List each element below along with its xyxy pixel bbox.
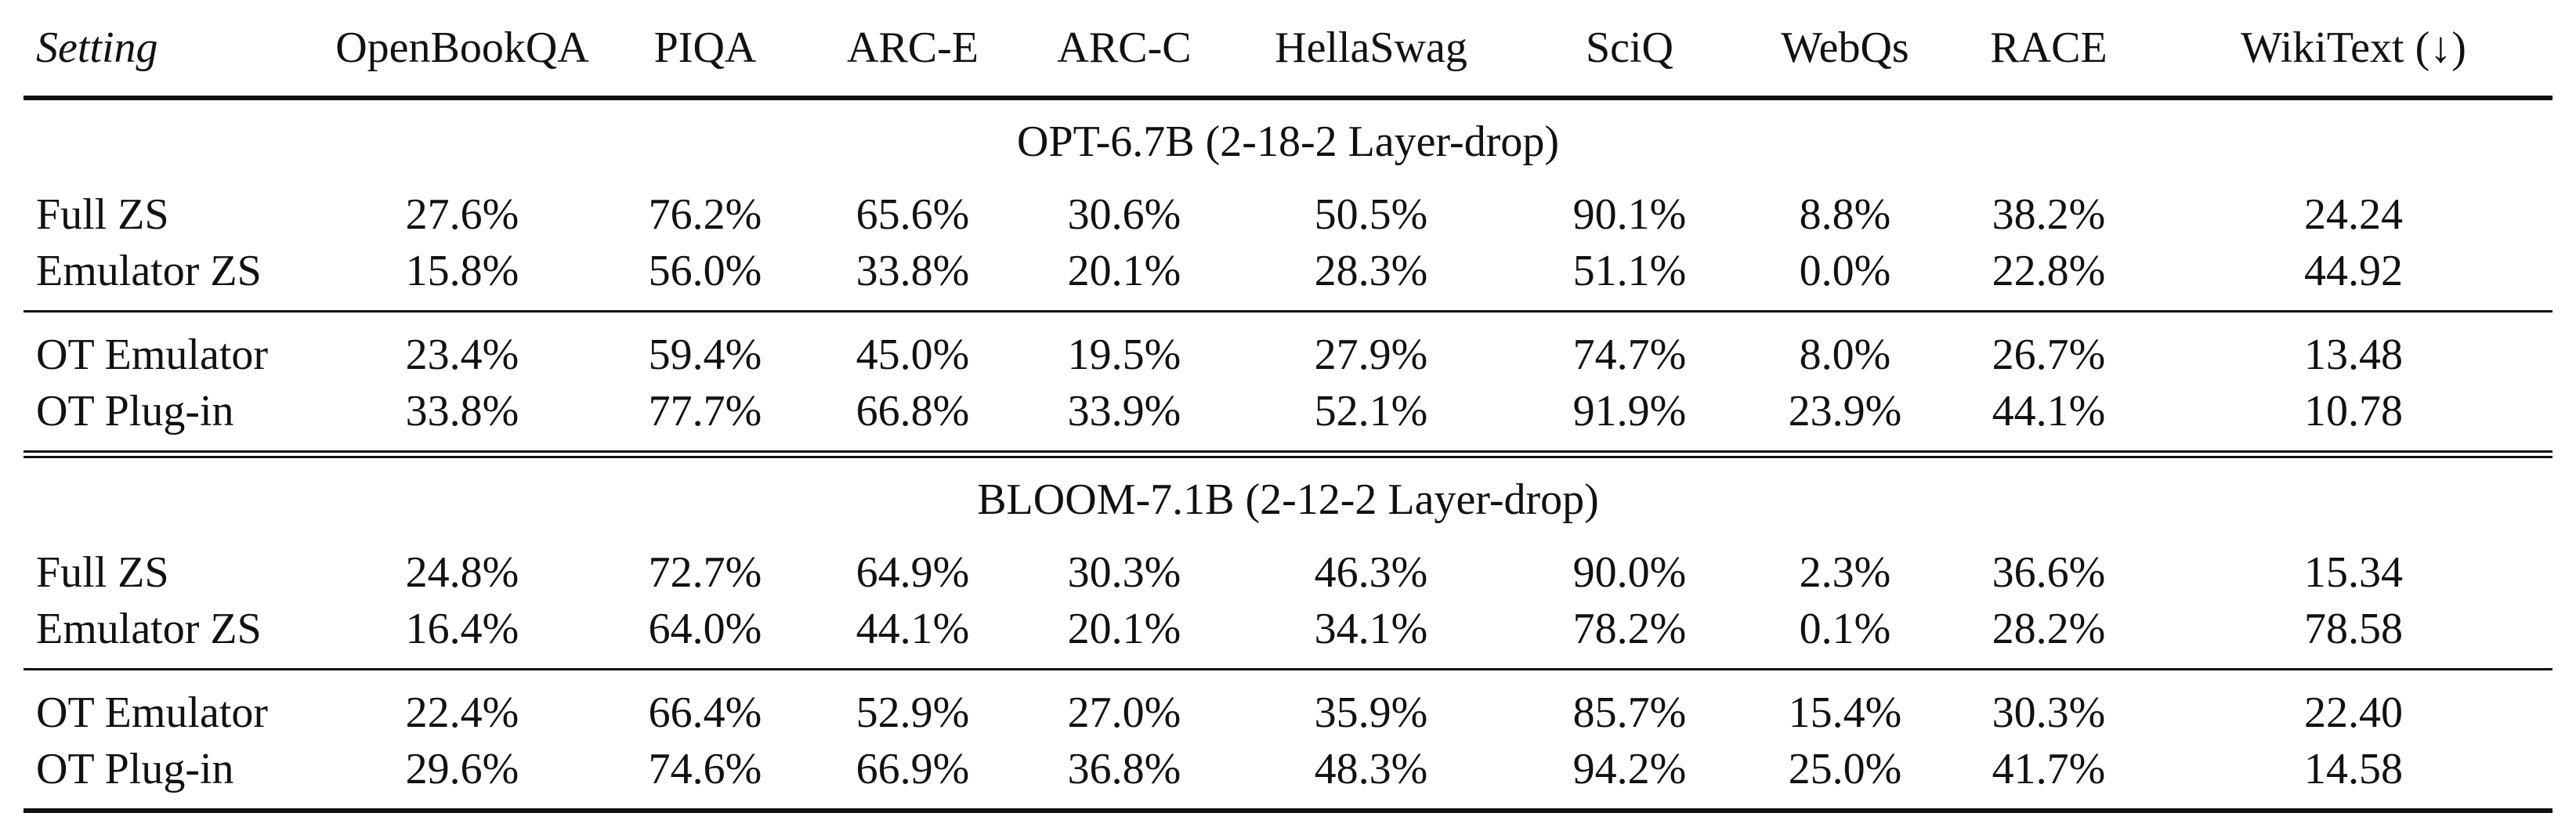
cell-piqa: 76.2% bbox=[648, 190, 762, 239]
cell-hellaswag: 46.3% bbox=[1314, 548, 1428, 597]
cell-hellaswag: 27.9% bbox=[1230, 312, 1512, 384]
row-label: Emulator ZS bbox=[36, 247, 262, 295]
cell-webqs: 0.0% bbox=[1799, 247, 1891, 295]
cell-arc-c: 30.6% bbox=[1067, 190, 1181, 239]
cell-webqs: 15.4% bbox=[1747, 670, 1943, 742]
cell-arc-c: 19.5% bbox=[1018, 312, 1230, 384]
cell-openbookqa: 24.8% bbox=[405, 548, 519, 597]
table-row bbox=[24, 383, 2552, 454]
cell-hellaswag: 52.1% bbox=[1314, 387, 1428, 435]
section-title: BLOOM-7.1B (2-12-2 Layer-drop) bbox=[24, 454, 2552, 530]
header-col-piqa: PIQA bbox=[653, 23, 757, 72]
cell-sciq: 51.1% bbox=[1572, 247, 1687, 295]
header-col-arc-e: ARC-E bbox=[847, 23, 979, 72]
cell-arc-e: 65.6% bbox=[856, 190, 970, 239]
results-table bbox=[24, 0, 2552, 813]
cell-piqa: 56.0% bbox=[648, 247, 762, 295]
table-row bbox=[24, 530, 2552, 601]
cell-piqa: 72.7% bbox=[648, 548, 762, 597]
row-label: OT Plug-in bbox=[24, 741, 321, 811]
cell-openbookqa: 23.4% bbox=[321, 312, 603, 384]
cell-wikitext: 15.34 bbox=[2304, 548, 2403, 597]
header-col-hellaswag: HellaSwag bbox=[1275, 23, 1467, 72]
header-col-race: RACE bbox=[1990, 23, 2107, 72]
header-col-openbookqa: OpenBookQA bbox=[335, 23, 589, 72]
cell-sciq: 74.7% bbox=[1512, 312, 1747, 384]
row-label: OT Emulator bbox=[24, 312, 321, 384]
section-title-row bbox=[24, 98, 2552, 172]
header-setting: Setting bbox=[36, 23, 158, 72]
cell-openbookqa: 27.6% bbox=[405, 190, 519, 239]
cell-wikitext: 44.92 bbox=[2304, 247, 2403, 295]
cell-arc-e: 66.9% bbox=[807, 741, 1018, 811]
cell-openbookqa: 33.8% bbox=[405, 387, 519, 435]
cell-race: 26.7% bbox=[1943, 312, 2155, 384]
header-row bbox=[24, 0, 2552, 98]
cell-sciq: 91.9% bbox=[1572, 387, 1687, 435]
header-col-arc-c: ARC-C bbox=[1057, 23, 1192, 72]
table-row bbox=[24, 741, 2552, 811]
results-table-container bbox=[24, 0, 2552, 813]
cell-arc-e: 44.1% bbox=[856, 605, 970, 653]
row-label: OT Emulator bbox=[24, 670, 321, 742]
section-title-row bbox=[24, 454, 2552, 530]
cell-webqs: 8.8% bbox=[1799, 190, 1891, 239]
cell-sciq: 85.7% bbox=[1512, 670, 1747, 742]
cell-webqs: 2.3% bbox=[1799, 548, 1891, 597]
cell-race: 44.1% bbox=[1992, 387, 2106, 435]
cell-sciq: 78.2% bbox=[1572, 605, 1687, 653]
cell-piqa: 74.6% bbox=[603, 741, 807, 811]
cell-hellaswag: 34.1% bbox=[1314, 605, 1428, 653]
cell-arc-c: 27.0% bbox=[1018, 670, 1230, 742]
cell-piqa: 59.4% bbox=[603, 312, 807, 384]
cell-race: 36.6% bbox=[1992, 548, 2106, 597]
cell-hellaswag: 48.3% bbox=[1230, 741, 1512, 811]
section-title: OPT-6.7B (2-18-2 Layer-drop) bbox=[24, 98, 2552, 172]
cell-openbookqa: 15.8% bbox=[405, 247, 519, 295]
table-row bbox=[24, 670, 2552, 742]
cell-wikitext: 14.58 bbox=[2155, 741, 2552, 811]
cell-wikitext: 22.40 bbox=[2155, 670, 2552, 742]
cell-openbookqa: 22.4% bbox=[321, 670, 603, 742]
cell-arc-e: 66.8% bbox=[856, 387, 970, 435]
cell-wikitext: 24.24 bbox=[2304, 190, 2403, 239]
cell-openbookqa: 16.4% bbox=[405, 605, 519, 653]
cell-piqa: 77.7% bbox=[648, 387, 762, 435]
cell-arc-e: 45.0% bbox=[807, 312, 1018, 384]
cell-arc-c: 20.1% bbox=[1067, 605, 1181, 653]
cell-arc-e: 64.9% bbox=[856, 548, 970, 597]
cell-hellaswag: 28.3% bbox=[1314, 247, 1428, 295]
table-row bbox=[24, 312, 2552, 384]
cell-arc-c: 20.1% bbox=[1067, 247, 1181, 295]
cell-arc-e: 33.8% bbox=[856, 247, 970, 295]
cell-arc-e: 52.9% bbox=[807, 670, 1018, 742]
cell-hellaswag: 35.9% bbox=[1230, 670, 1512, 742]
cell-sciq: 94.2% bbox=[1512, 741, 1747, 811]
row-label: OT Plug-in bbox=[36, 387, 234, 435]
cell-wikitext: 13.48 bbox=[2155, 312, 2552, 384]
cell-race: 41.7% bbox=[1943, 741, 2155, 811]
cell-openbookqa: 29.6% bbox=[321, 741, 603, 811]
cell-race: 38.2% bbox=[1992, 190, 2106, 239]
cell-arc-c: 30.3% bbox=[1067, 548, 1181, 597]
cell-piqa: 66.4% bbox=[603, 670, 807, 742]
header-col-webqs: WebQs bbox=[1781, 23, 1909, 72]
cell-race: 22.8% bbox=[1992, 247, 2106, 295]
cell-hellaswag: 50.5% bbox=[1314, 190, 1428, 239]
row-label: Full ZS bbox=[36, 548, 169, 597]
cell-wikitext: 10.78 bbox=[2304, 387, 2403, 435]
cell-wikitext: 78.58 bbox=[2304, 605, 2403, 653]
table-body bbox=[24, 98, 2552, 811]
row-label: Full ZS bbox=[36, 190, 169, 239]
cell-webqs: 25.0% bbox=[1747, 741, 1943, 811]
table-row bbox=[24, 172, 2552, 243]
cell-arc-c: 36.8% bbox=[1018, 741, 1230, 811]
cell-sciq: 90.1% bbox=[1572, 190, 1687, 239]
cell-webqs: 8.0% bbox=[1747, 312, 1943, 384]
table-row bbox=[24, 601, 2552, 670]
row-label: Emulator ZS bbox=[36, 605, 262, 653]
cell-webqs: 0.1% bbox=[1799, 605, 1891, 653]
cell-piqa: 64.0% bbox=[648, 605, 762, 653]
cell-race: 30.3% bbox=[1943, 670, 2155, 742]
table-row bbox=[24, 243, 2552, 312]
cell-sciq: 90.0% bbox=[1572, 548, 1687, 597]
cell-arc-c: 33.9% bbox=[1067, 387, 1181, 435]
cell-webqs: 23.9% bbox=[1788, 387, 1902, 435]
header-col-wikitext: WikiText (↓) bbox=[2241, 23, 2466, 72]
cell-race: 28.2% bbox=[1992, 605, 2106, 653]
header-col-sciq: SciQ bbox=[1586, 23, 1673, 72]
